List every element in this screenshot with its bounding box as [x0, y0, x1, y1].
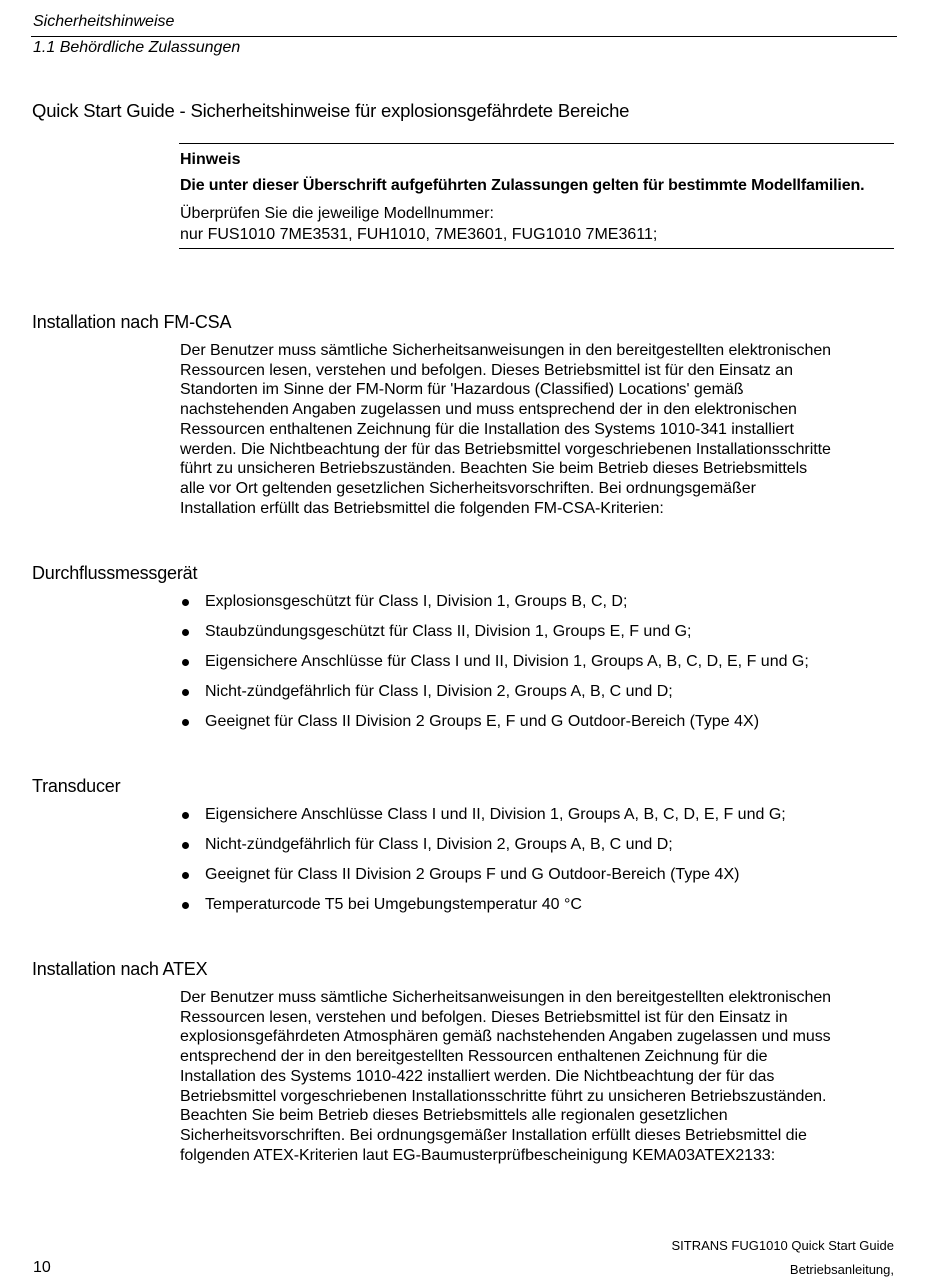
section-heading-atex: Installation nach ATEX [32, 959, 208, 979]
bullet-icon [182, 812, 189, 819]
paragraph-line: Ressourcen enthaltenen Zeichnung für die Installation des Systems 1010-341 installiert [180, 420, 794, 438]
list-item: Eigensichere Anschlüsse Class I und II, Division 1, Groups A, B, C, D, E, F und G; [180, 805, 900, 835]
bullet-icon [182, 689, 189, 696]
paragraph-line: Installation erfüllt das Betriebsmittel die folgenden FM-CSA-Kriterien: [180, 499, 664, 517]
page-number: 10 [33, 1259, 51, 1276]
paragraph-line: alle vor Ort geltenden gesetzlichen Sicherheitsvorschriften. Bei ordnungsgemäßer [180, 479, 756, 497]
list-item: Nicht-zündgefährlich für Class I, Division 2, Groups A, B, C und D; [180, 835, 900, 865]
header-rule [31, 36, 897, 37]
paragraph-line: Standorten im Sinne der FM-Norm für 'Hazardous (Classified) Locations' gemäß [180, 381, 744, 399]
paragraph-line: führt zu unsicheren Betriebszuständen. Beachten Sie beim Betrieb dieses Betriebsmittels [180, 460, 808, 478]
running-header-chapter: Sicherheitshinweise [33, 13, 175, 30]
bullet-icon [182, 659, 189, 666]
paragraph-line: Der Benutzer muss sämtliche Sicherheitsanweisungen in den bereitgestellten elektronischen [180, 342, 832, 359]
list-item: Geeignet für Class II Division 2 Groups F und G Outdoor-Bereich (Type 4X) [180, 865, 900, 895]
note-bottom-rule [179, 248, 894, 249]
fm-csa-paragraph [180, 341, 900, 518]
list-item: Staubzündungsgeschützt für Class II, Division 1, Groups E, F und G; [180, 622, 900, 652]
note-line-2: nur FUS1010 7ME3531, FUH1010, 7ME3601, FUG1010 7ME3611; [180, 226, 658, 243]
page-title: Quick Start Guide - Sicherheitshinweise für explosionsgefährdete Bereiche [32, 100, 630, 121]
paragraph-line: Ressourcen lesen, verstehen und befolgen. Dieses Betriebsmittel ist für den Einsatz in [180, 1008, 788, 1026]
paragraph-line: Ressourcen lesen, verstehen und befolgen. Dieses Betriebsmittel ist für den Einsatz an [180, 361, 793, 379]
note-top-rule [179, 143, 894, 144]
section-heading-fm-csa: Installation nach FM-CSA [32, 312, 232, 332]
list-item: Eigensichere Anschlüsse für Class I und II, Division 1, Groups A, B, C, D, E, F und G; [180, 652, 900, 682]
section-heading-transducer: Transducer [32, 776, 121, 796]
bullet-icon [182, 629, 189, 636]
bullet-icon [182, 599, 189, 606]
bullet-icon [182, 842, 189, 849]
paragraph-line: folgenden ATEX-Kriterien laut EG-Baumusterprüfbescheinigung KEMA03ATEX2133: [180, 1146, 776, 1164]
paragraph-line: Sicherheitsvorschriften. Bei ordnungsgemäßer Installation erfüllt dieses Betriebsmittel die [180, 1126, 807, 1144]
atex-paragraph [180, 988, 900, 1165]
paragraph-line: Betriebsmittel vorgeschriebenen Installationsschritte führt zu unsicheren Betriebszuständen. [180, 1087, 827, 1105]
paragraph-line: Installation des Systems 1010-422 installiert werden. Die Nichtbeachtung der für das [180, 1067, 775, 1085]
paragraph-line: werden. Die Nichtbeachtung der für das Betriebsmittel vorgeschriebenen Installationsschritte [180, 440, 831, 458]
footer-product: SITRANS FUG1010 Quick Start Guide [671, 1238, 894, 1253]
list-item: Nicht-zündgefährlich für Class I, Division 2, Groups A, B, C und D; [180, 682, 900, 712]
footer-doc-type: Betriebsanleitung, [789, 1262, 894, 1277]
list-item: Geeignet für Class II Division 2 Groups E, F und G Outdoor-Bereich (Type 4X) [180, 712, 900, 742]
note-title: Hinweis [180, 151, 241, 168]
note-line-1: Überprüfen Sie die jeweilige Modellnummer: [180, 205, 494, 222]
paragraph-line: Der Benutzer muss sämtliche Sicherheitsanweisungen in den bereitgestellten elektronischen [180, 989, 832, 1006]
bullet-icon [182, 719, 189, 726]
list-item: Explosionsgeschützt für Class I, Division 1, Groups B, C, D; [180, 592, 900, 622]
bullet-icon [182, 902, 189, 909]
running-header-section: 1.1 Behördliche Zulassungen [33, 39, 241, 56]
section-heading-flowmeter: Durchflussmessgerät [32, 563, 198, 583]
paragraph-line: nachstehenden Angaben zugelassen und muss entsprechend der in den elektronischen [180, 401, 797, 419]
paragraph-line: Beachten Sie beim Betrieb dieses Betriebsmittels alle regionalen gesetzlichen [180, 1107, 728, 1125]
note-bold-text: Die unter dieser Überschrift aufgeführten Zulassungen gelten für bestimmte Modellfamilien. [180, 177, 865, 194]
bullet-icon [182, 872, 189, 879]
list-item: Temperaturcode T5 bei Umgebungstemperatur 40 °C [180, 895, 900, 925]
transducer-list [180, 805, 900, 925]
paragraph-line: entsprechend der in den bereitgestellten Ressourcen enthaltenen Zeichnung für die [180, 1048, 768, 1066]
paragraph-line: explosionsgefährdeten Atmosphären gemäß nachstehenden Angaben zugelassen und muss [180, 1028, 831, 1046]
flowmeter-list [180, 592, 900, 742]
